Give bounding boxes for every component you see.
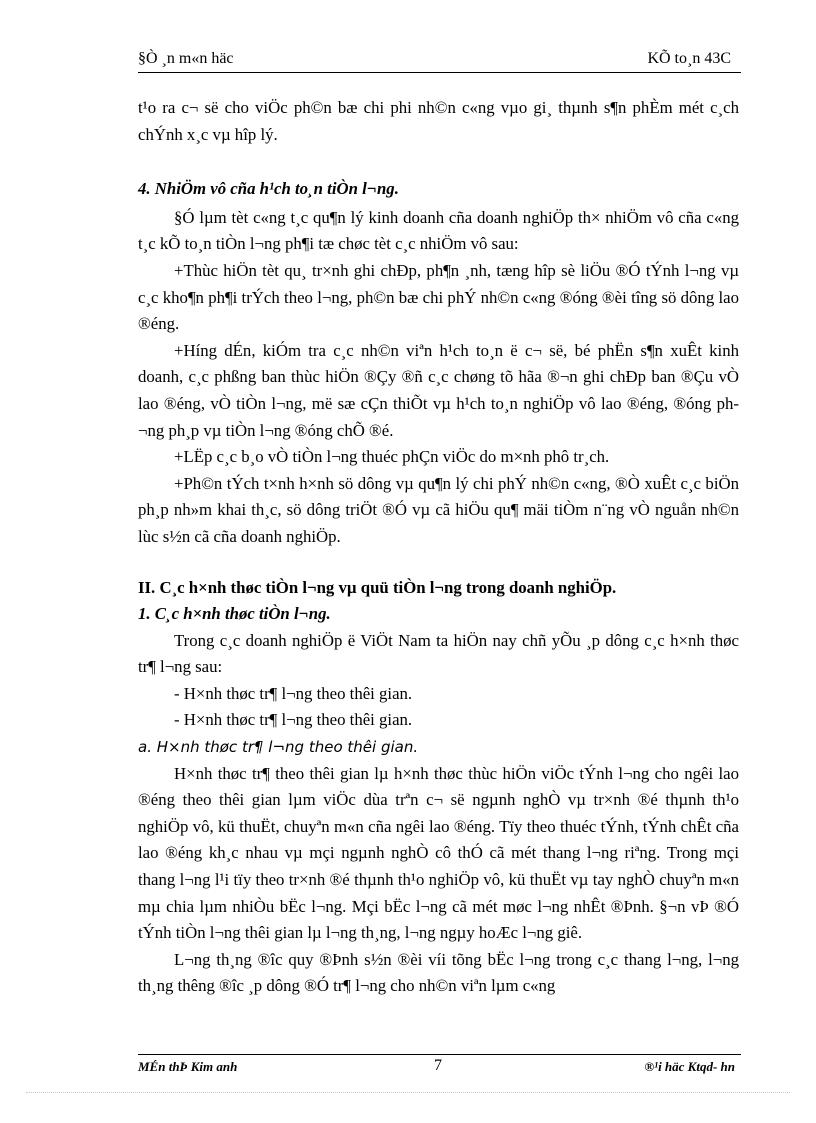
paragraph: §Ó lµm tèt c«ng t¸c qu¶n lý kinh doanh cña doanh nghiÖp th× nhiÖm vô cña c«ng t¸c kÕ to¸n tiÒn l¬ng ph¶i tæ chøc tèt c¸c nhiÖm vô sau: <box>138 207 739 254</box>
paragraph: +Thùc hiÖn tèt qu¸ tr×nh ghi chÐp, ph¶n ¸nh, tæng hîp sè liÖu ®Ó tÝnh l¬ng vµ c¸c kho¶n ph¶i trÝch theo l¬ng, ph©n bæ chi phÝ nh©n c«ng ®óng ®èi tîng sö dông lao ®éng. <box>138 260 739 334</box>
paragraph: +Híng dÉn, kiÓm tra c¸c nh©n viªn h¹ch to¸n ë c¬ së, bé phËn s¶n xuÊt kinh doanh, c¸c phßng ban thùc hiÖn ®Çy ®ñ c¸c chøng tõ hãa ®¬n ghi chÐp ban ®Çu vÒ lao ®éng, vÒ tiÒn l¬ng, më sæ cÇn thiÕt vµ h¹ch to¸n nghiÖp vô lao ®éng, ®óng ph¬ng ph¸p vµ tiÒn l¬ng ®óng chÕ ®é. <box>138 340 739 440</box>
list-item: - H×nh thøc tr¶ l¬ng theo thêi gian. <box>174 683 413 703</box>
header-course-title: §Ò ¸n m«n häc <box>138 50 234 67</box>
list-item: - H×nh thøc tr¶ l¬ng theo thêi gian. <box>174 710 413 730</box>
paragraph: +Ph©n tÝch t×nh h×nh sö dông vµ qu¶n lý chi phÝ nh©n c«ng, ®Ò xuÊt c¸c biÖn ph¸p nh»m khai th¸c, sö dông triÖt ®Ó vµ cã hiÖu qu¶ mäi tiÒm n¨ng vÒ nguån nh©n lùc s½n cã cña doanh nghiÖp. <box>138 473 739 546</box>
page-edge-divider <box>26 1092 790 1093</box>
section-heading: 4. NhiÖm vô cña h¹ch to¸n tiÒn l¬ng. <box>138 179 399 199</box>
paragraph: +LËp c¸c b¸o vÒ tiÒn l¬ng thuéc phÇn viÖc do m×nh phô tr¸ch. <box>174 447 610 467</box>
subsection-heading: a. H×nh thøc tr¶ l¬ng theo thêi gian. <box>138 738 419 757</box>
paragraph: t¹o ra c¬ së cho viÖc ph©n bæ chi phi nh©n c«ng vµo gi¸ thµnh s¶n phÈm mét c¸ch chÝnh x¸c vµ hîp lý. <box>138 98 739 144</box>
chapter-heading: II. C¸c h×nh thøc tiÒn l¬ng vµ quü tiÒn l¬ng trong doanh nghiÖp. <box>138 577 617 597</box>
footer-university: ®¹i häc Ktqd- hn <box>644 1059 735 1074</box>
paragraph: L¬ng th¸ng ®îc quy ®Þnh s½n ®èi víi tõng bËc l¬ng trong c¸c thang l¬ng, l¬ng th¸ng thêng ®îc ¸p dông ®Ó tr¶ l¬ng cho nh©n viªn lµm c«ng <box>138 949 739 996</box>
paragraph: H×nh thøc tr¶ theo thêi gian lµ h×nh thøc thùc hiÖn viÖc tÝnh l¬ng cho ngêi lao ®éng theo thêi gian lµm viÖc dùa trªn c¬ së ngµnh nghÒ vµ tr×nh ®é thµnh th¹o nghiÖp vô, kü thuËt, chuyªn m«n cña ngêi lao ®éng. Tïy theo thuéc tÝnh, tÝnh chÊt cña lao ®éng kh¸c nhau vµ mçi ngµnh nghÒ cô thÓ cã mét thang l¬ng riªng. Trong mçi thang l¬ng l¹i tïy theo tr×nh ®é thµnh th¹o nghiÖp vô, kü thuËt vµ tay nghÒ chuyªn m«n mµ chia lµm nhiÒu bËc l¬ng. Mçi bËc l¬ng cã mét møc l¬ng nhÊt ®Þnh. §¬n vÞ ®Ó tÝnh tiÒn l¬ng thêi gian lµ l¬ng th¸ng, l¬ng ngµy hoÆc l¬ng giê. <box>138 763 739 943</box>
footer-author: MÉn thÞ Kim anh <box>138 1059 238 1074</box>
document-body <box>138 95 739 1000</box>
page-number: 7 <box>434 1057 442 1074</box>
page-header <box>138 50 741 73</box>
header-class-label: KÕ to¸n 43C <box>647 50 731 67</box>
paragraph: Trong c¸c doanh nghiÖp ë ViÖt Nam ta hiÖn nay chñ yÕu ¸p dông c¸c h×nh thøc tr¶ l¬ng sau: <box>138 630 739 677</box>
page-footer <box>138 1054 741 1077</box>
section-heading: 1. C¸c h×nh thøc tiÒn l¬ng. <box>138 604 331 624</box>
